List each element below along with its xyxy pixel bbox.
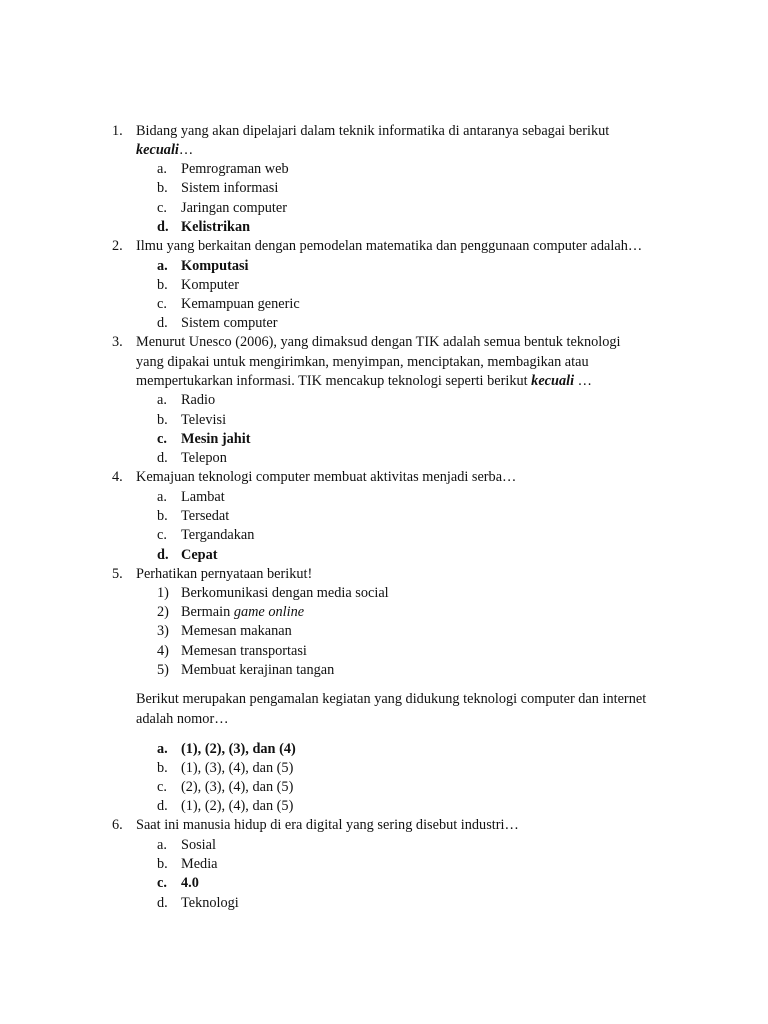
statement-label: 3) bbox=[157, 623, 169, 639]
option-text: Teknologi bbox=[181, 895, 239, 911]
option-label: a. bbox=[157, 392, 167, 408]
statement-label: 2) bbox=[157, 604, 169, 620]
option-text: Sosial bbox=[181, 837, 216, 853]
question-number: 3. bbox=[112, 334, 123, 350]
option-label-answer: d. bbox=[157, 219, 169, 235]
option-label: a. bbox=[157, 489, 167, 505]
question-stem: Ilmu yang berkaitan dengan pemodelan matematika dan penggunaan computer adalah… bbox=[136, 238, 643, 254]
option-label: b. bbox=[157, 277, 168, 293]
option-label: b. bbox=[157, 856, 168, 872]
option-label-answer: d. bbox=[157, 547, 169, 563]
question-stem: Menurut Unesco (2006), yang dimaksud dengan TIK adalah semua bentuk teknologi bbox=[136, 334, 621, 350]
statement-text: Memesan transportasi bbox=[181, 643, 307, 659]
option-label: d. bbox=[157, 315, 168, 331]
emphasis-text: kecuali bbox=[531, 373, 575, 389]
option-text-answer: Komputasi bbox=[181, 258, 249, 274]
option-text: Lambat bbox=[181, 489, 225, 505]
option-label: a. bbox=[157, 837, 167, 853]
statement-text: Berkomunikasi dengan media social bbox=[181, 585, 389, 601]
question-number: 6. bbox=[112, 817, 123, 833]
question-stem: Kemajuan teknologi computer membuat aktivitas menjadi serba… bbox=[136, 469, 517, 485]
question-prompt: Berikut merupakan pengamalan kegiatan yang didukung teknologi computer dan internet bbox=[136, 691, 647, 707]
option-label: c. bbox=[157, 779, 167, 795]
option-text: Sistem computer bbox=[181, 315, 278, 331]
option-label: a. bbox=[157, 161, 167, 177]
option-text-answer: Mesin jahit bbox=[181, 431, 251, 447]
option-label: d. bbox=[157, 450, 168, 466]
option-label-answer: c. bbox=[157, 875, 167, 891]
option-label: b. bbox=[157, 508, 168, 524]
option-text: Komputer bbox=[181, 277, 239, 293]
option-label: b. bbox=[157, 760, 168, 776]
statement-text: Memesan makanan bbox=[181, 623, 292, 639]
option-text: Media bbox=[181, 856, 218, 872]
statement-label: 5) bbox=[157, 662, 169, 678]
option-label: b. bbox=[157, 412, 168, 428]
question-stem: Bidang yang akan dipelajari dalam teknik informatika di antaranya sebagai berikut bbox=[136, 123, 610, 139]
option-text: (1), (2), (4), dan (5) bbox=[181, 798, 294, 814]
option-text: Pemrograman web bbox=[181, 161, 289, 177]
option-text: Televisi bbox=[181, 412, 227, 428]
option-label: b. bbox=[157, 180, 168, 196]
option-text: Radio bbox=[181, 392, 216, 408]
statement-label: 4) bbox=[157, 643, 169, 659]
option-text: Tersedat bbox=[181, 508, 230, 524]
question-stem: Perhatikan pernyataan berikut! bbox=[136, 566, 313, 582]
option-label: c. bbox=[157, 296, 167, 312]
option-text: Sistem informasi bbox=[181, 180, 279, 196]
option-text: (2), (3), (4), dan (5) bbox=[181, 779, 294, 795]
question-number: 5. bbox=[112, 566, 123, 582]
option-text: (1), (3), (4), dan (5) bbox=[181, 760, 294, 776]
statement-text: Membuat kerajinan tangan bbox=[181, 662, 335, 678]
statement-text: Bermain game online bbox=[181, 604, 305, 620]
question-number: 4. bbox=[112, 469, 123, 485]
option-text-answer: (1), (2), (3), dan (4) bbox=[181, 741, 296, 757]
question-stem-line3: mempertukarkan informasi. TIK mencakup teknologi seperti berikut kecuali … bbox=[136, 373, 592, 389]
statement-label: 1) bbox=[157, 585, 169, 601]
option-label-answer: c. bbox=[157, 431, 167, 447]
question-stem-line2: yang dipakai untuk mengirimkan, menyimpan, menciptakan, membagikan atau bbox=[136, 354, 589, 370]
option-text-answer: 4.0 bbox=[181, 875, 199, 891]
option-label: c. bbox=[157, 527, 167, 543]
option-text: Kemampuan generic bbox=[181, 296, 300, 312]
option-label: c. bbox=[157, 200, 167, 216]
question-stem: Saat ini manusia hidup di era digital yang sering disebut industri… bbox=[136, 817, 519, 833]
option-label: d. bbox=[157, 798, 168, 814]
option-label-answer: a. bbox=[157, 258, 168, 274]
question-number: 2. bbox=[112, 238, 123, 254]
emphasis-text: kecuali bbox=[136, 142, 179, 158]
option-text-answer: Kelistrikan bbox=[181, 219, 251, 235]
emphasis-text: game online bbox=[233, 604, 305, 620]
option-label: d. bbox=[157, 895, 168, 911]
option-label-answer: a. bbox=[157, 741, 168, 757]
option-text: Tergandakan bbox=[181, 527, 255, 543]
option-text-answer: Cepat bbox=[181, 547, 218, 563]
option-text: Jaringan computer bbox=[181, 200, 287, 216]
question-prompt-line2: adalah nomor… bbox=[136, 711, 229, 727]
question-stem-line2: kecuali… bbox=[136, 142, 194, 158]
question-number: 1. bbox=[112, 123, 123, 139]
option-text: Telepon bbox=[181, 450, 227, 466]
